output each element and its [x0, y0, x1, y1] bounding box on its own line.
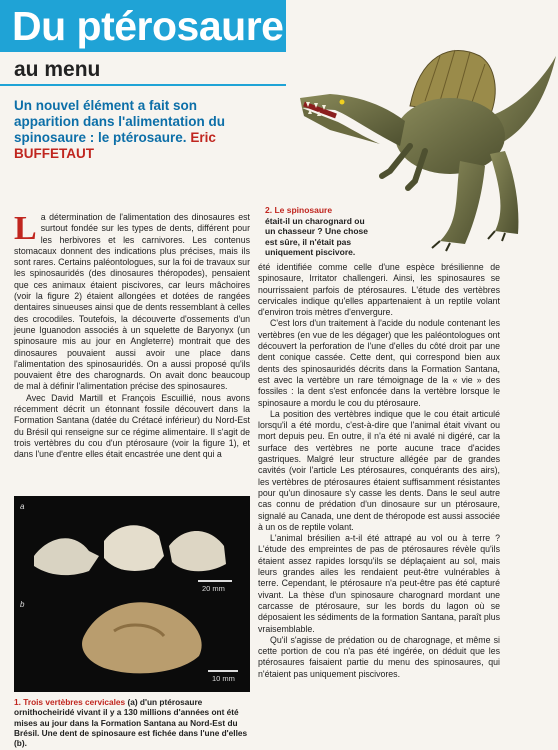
intro-text: Un nouvel élément a fait son apparition dans l'alimentation du spinosaure : le ptérosaure. — [14, 98, 225, 145]
figure1-number: 1. Trois vertèbres cervicales — [14, 697, 126, 707]
scale-bar-a — [198, 580, 232, 582]
figure1-caption — [14, 697, 250, 748]
paragraph: été identifiée comme celle d'une espèce brésilienne de spinosaure, Irritator challengeri. Ainsi, les spinosaures se nourrissaient parfois de ptérosaures. L'étude des vertèbres cervicales indique qu'elles appartenaient à un reptile volant d'environ trois mètres d'envergure. — [258, 262, 500, 318]
scale-bar-b — [208, 670, 238, 672]
paragraph-text: a détermination de l'alimentation des dinosaures est surtout fondée sur les types de dents, différent pour les herbivores et les carnivores. Les contenus stomacaux donnent des indications plus précises, mais ils sont rares. Certains paléontologues, sur la foi de travaux sur les spinosauridés (des dinosaures théropodes), pensaient que ces animaux étaient piscivores, car leurs mâchoires (voir la figure 2) étaient allongées et dotées de rangées dentaires sinueuses ainsi que de dents ressemblant à celles des crocodiles. Toutefois, la découverte d'ossements d'un jeune Iguanodon associés à un squelette de Baryonyx (un spinosaure mis au jour en Angleterre) montrait que des dinosaures pouvaient aussi avoir une place dans l'alimentation des spinosauridés. On a aussi proposé qu'ils pouvaient être des charognards. On avait donc beaucoup de mal à définir l'alimentation précise des spinosaures. — [14, 212, 250, 392]
page-title: Du ptérosaure — [12, 3, 284, 49]
page-subtitle: au menu — [14, 58, 101, 81]
author-name: Eric BUFFETAUT — [14, 130, 216, 161]
figure-label-a: a — [20, 502, 25, 511]
figure2-number: 2. Le spinosaure — [265, 205, 333, 215]
subtitle-rule — [0, 84, 286, 86]
figure2-caption — [265, 205, 375, 258]
paragraph: Qu'il s'agisse de prédation ou de charognage, et même si cette portion de cou n'a pas été ingérée, on déduit que les ptérosaures faisaient partie du menu des spinosaures, qui n'étaient pas uniquement piscivores. — [258, 634, 500, 679]
drop-cap: L — [14, 210, 37, 247]
figure-label-b: b — [20, 600, 25, 609]
right-column — [258, 262, 500, 680]
paragraph: La position des vertèbres indique que le cou était articulé lorsqu'il a été mordu, c'est-à-dire que l'animal était vivant ou mort depuis peu. En outre, il n'a été ni avalé ni digéré, car la surface des vertèbres ne porte aucune trace d'acides gastriques. Malgré leur structure allégée par de grandes cavités (voir l'article Les ptérosaures, conquérants des airs), les vertèbres de ptérosaures étaient suffisamment résistantes pour qu'un dinosaure s'y casse les dents. Dans le seul autre cas connu de prédation d'un dinosaure sur un ptérosaure, signalé au Canada, une dent de théropode est aussi associée à un os de reptile volant. — [258, 408, 500, 532]
scale-label-a: 20 mm — [202, 584, 225, 593]
paragraph: Avec David Martill et François Escuillié, nous avons récemment décrit un étonnant fossile découvert dans la Formation Santana (datée du Crétacé inférieur) du Nord-Est du Brésil qui renseigne sur ce régime alimentaire. Il s'agit de trois vertèbres du cou d'un ptérosaure (voir la figure 1), et dans l'une d'entre elles était encastrée une dent qui a — [14, 392, 250, 460]
figure2-text: était-il un charognard ou un chasseur ? Une chose est sûre, il n'était pas uniquement piscivore. — [265, 215, 368, 257]
vertebrae-photo — [14, 496, 250, 692]
paragraph: C'est lors d'un traitement à l'acide du nodule contenant les vertèbres (en vue de les dégager) que les paléontologues ont découvert la perforation de l'une d'elles du côté droit par une dent conique cassée. Cette dent, qui correspond bien aux dents des spinosauridés décrits dans la Formation Santana, est avec la vertèbre un rare témoignage de la « vie » des fossiles : la dent s'est enfoncée dans la vertèbre lorsque le spinosaure a mordu le cou du ptérosaure. — [258, 318, 500, 408]
figure1-photo — [14, 496, 250, 692]
scale-label-b: 10 mm — [212, 674, 235, 683]
paragraph — [14, 212, 250, 393]
left-column — [14, 212, 250, 461]
title-banner — [0, 0, 286, 52]
paragraph: L'animal brésilien a-t-il été attrapé au vol ou à terre ? L'étude des empreintes de pas de ptérosaures révèle qu'ils étaient assez rapides lorsqu'ils se déplaçaient au sol, mais leurs grandes ailes les rendaient peut-être vulnérables à terre. Cependant, le ptérosaure n'a peut-être pas été capturé vivant. La thèse d'un spinosaure charognard mordant une carcasse de ptérosaure, sur les bords du lagon où se déposaient les sédiments de la formation Santana, paraît plus vraisemblable. — [258, 533, 500, 634]
figure1-text: (a) d'un ptérosaure ornithocheiridé vivant il y a 130 millions d'années ont été mises au jour dans la Formation Santana au Nord-Est du Brésil. Une dent de spinosaure est fichée dans l'une d'elles (b). — [14, 697, 248, 749]
intro-lead — [14, 98, 244, 162]
